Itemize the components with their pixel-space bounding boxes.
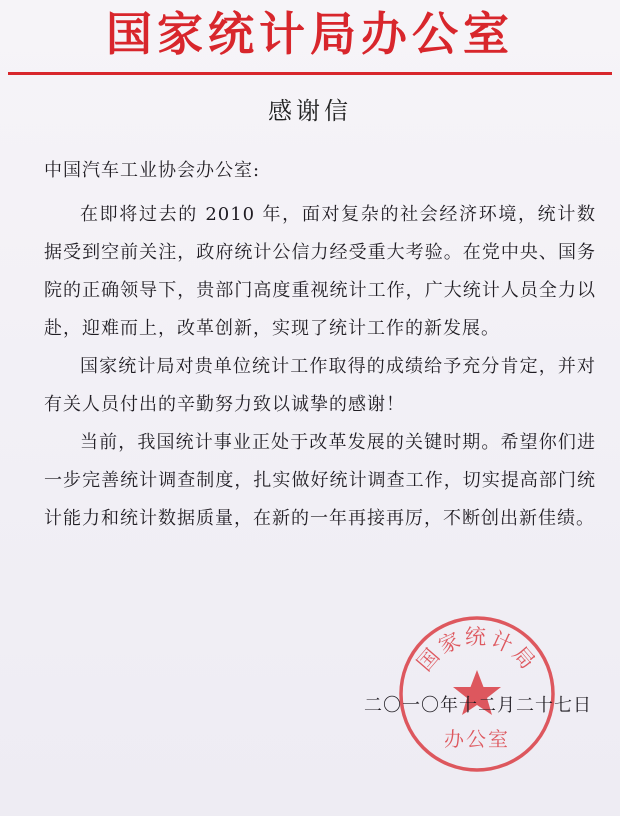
body-paragraph-1: 在即将过去的 2010 年，面对复杂的社会经济环境，统计数据受到空前关注，政府统计公信力经受重大考验。在党中央、国务院的正确领导下，贵部门高度重视统计工作，广大统计人员全力以赴，迎难而上，改革创新，实现了统计工作的新发展。	[44, 204, 596, 339]
body-paragraph-2: 国家统计局对贵单位统计工作取得的成绩给予充分肯定，并对有关人员付出的辛勤努力致以诚挚的感谢！	[44, 356, 596, 415]
seal-bottom-text: 办公室	[444, 727, 510, 751]
letterhead-red-rule	[8, 72, 612, 75]
document-heading: 感谢信	[268, 97, 352, 125]
letterhead-title: 国家统计局办公室	[106, 7, 514, 61]
letter-body	[44, 196, 596, 538]
body-paragraph-3: 当前，我国统计事业正处于改革发展的关键时期。希望你们进一步完善统计调查制度，扎实做好统计调查工作，切实提高部门统计能力和统计数据质量，在新的一年再接再厉，不断创出新佳绩。	[44, 432, 596, 529]
letter-date: 二〇一〇年十二月二十七日	[364, 695, 592, 716]
seal-top-text: 国家统计局	[412, 625, 542, 676]
salutation: 中国汽车工业协会办公室:	[44, 160, 261, 181]
